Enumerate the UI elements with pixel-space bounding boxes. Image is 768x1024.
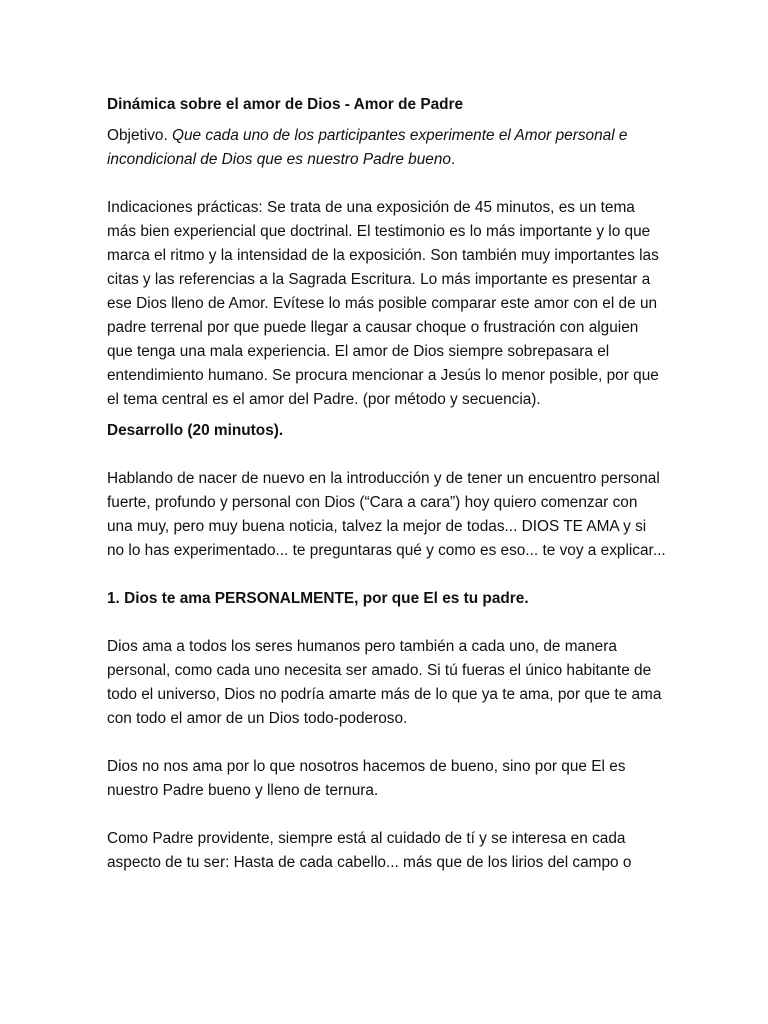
- development-heading: Desarrollo (20 minutos).: [107, 422, 284, 439]
- paragraph-good-father: Dios no nos ama por lo que nosotros hacemos de bueno, sino por que El es nuestro Padre bueno y lleno de ternura.: [107, 758, 626, 799]
- point-1-heading: 1. Dios te ama PERSONALMENTE, por que El es tu padre.: [107, 590, 529, 607]
- intro-paragraph: Hablando de nacer de nuevo en la introducción y de tener un encuentro personal fuerte, profundo y personal con Dios (“Cara a cara”) hoy quiero comenzar con una muy, pero muy buena noticia, talvez la mejor de todas... DIOS TE AMA y si no lo has experimentado... te preguntaras qué y como es eso... te voy a explicar...: [107, 470, 666, 559]
- objective-end: .: [450, 151, 456, 168]
- document-title: Dinámica sobre el amor de Dios - Amor de Padre: [107, 96, 464, 113]
- objective-label: Objetivo.: [107, 127, 168, 144]
- document-body: [107, 93, 667, 899]
- objective-paragraph: [107, 124, 667, 172]
- objective-text: Que cada uno de los participantes experimente el Amor personal e incondicional de Dios que es nuestro Padre bueno: [107, 127, 628, 168]
- paragraph-personal-love: Dios ama a todos los seres humanos pero también a cada uno, de manera personal, como cada uno necesita ser amado. Si tú fueras el único habitante de todo el universo, Dios no podría amarte más de lo que ya te ama, por que te ama con todo el amor de un Dios todo-poderoso.: [107, 638, 662, 727]
- paragraph-provident-father: Como Padre providente, siempre está al cuidado de tí y se interesa en cada aspecto de tu ser: Hasta de cada cabello... más que de los lirios del campo o: [107, 830, 632, 871]
- indications-paragraph: Indicaciones prácticas: Se trata de una exposición de 45 minutos, es un tema más bien experiencial que doctrinal. El testimonio es lo más importante y lo que marca el ritmo y la intensidad de la exposición. Son también muy importantes las citas y las referencias a la Sagrada Escritura. Lo más importante es presentar a ese Dios lleno de Amor. Evítese lo más posible comparar este amor con el de un padre terrenal por que puede llegar a causar choque o frustración con alguien que tenga una mala experiencia. El amor de Dios siempre sobrepasara el entendimiento humano. Se procura mencionar a Jesús lo menor posible, por que el tema central es el amor del Padre. (por método y secuencia).: [107, 199, 659, 408]
